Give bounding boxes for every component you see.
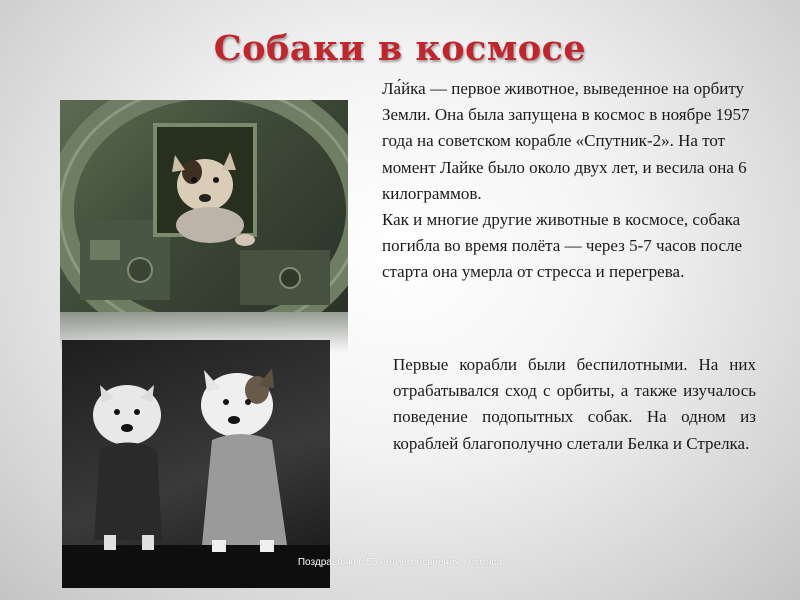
- belka-strelka-illustration: [62, 340, 330, 588]
- belka-strelka-photo: [62, 340, 330, 588]
- footer-caption: Поздравляю с 55 летием освоения Космоса: [297, 557, 503, 568]
- laika-photo: [60, 100, 348, 312]
- slide-title: Собаки в космосе: [213, 28, 587, 69]
- laika-paragraph-1: Ла́йка — первое животное, выведенное на орбиту Земли. Она была запущена в космос в ноябре 1957 года на советском корабле «Спутник-2». На тот момент Лайке было около двух лет, и весила она 6 килограммов.: [382, 79, 750, 203]
- laika-description: [382, 76, 777, 286]
- first-ships-paragraph: Первые корабли были беспилотными. На них отрабатывался сход с орбиты, а также изучалось поведение подопытных собак. На одном из кораблей благополучно слетали Белка и Стрелка.: [393, 355, 756, 453]
- first-ships-description: [393, 352, 756, 457]
- laika-paragraph-2: Как и многие другие животные в космосе, собака погибла во время полёта — через 5-7 часов после старта она умерла от стресса и перегрева.: [382, 210, 743, 282]
- laika-photo-illustration: [60, 100, 348, 312]
